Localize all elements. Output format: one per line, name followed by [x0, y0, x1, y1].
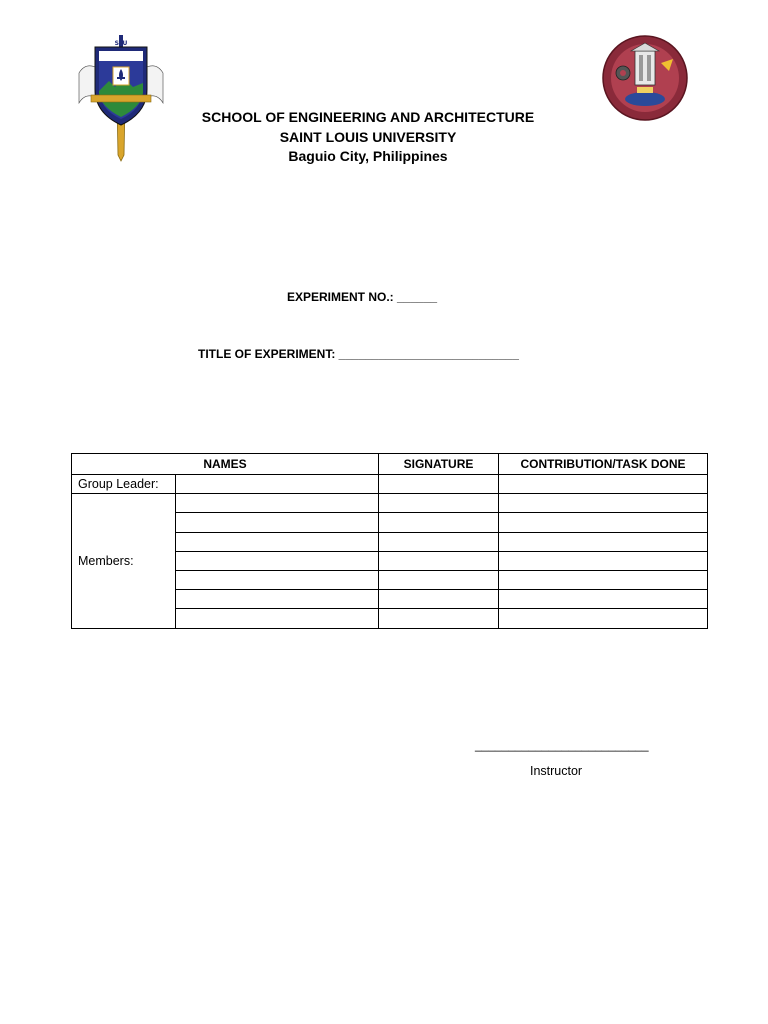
member-contribution-cell[interactable]	[499, 570, 708, 589]
contribution-column-header: CONTRIBUTION/TASK DONE	[499, 454, 708, 475]
engineering-architecture-seal-logo	[601, 33, 689, 123]
table-row-group-leader	[72, 475, 708, 494]
member-name-cell[interactable]	[176, 609, 379, 628]
names-column-header: NAMES	[72, 454, 379, 475]
member-contribution-cell[interactable]	[499, 532, 708, 551]
member-signature-cell[interactable]	[379, 532, 499, 551]
group-leader-label: Group Leader:	[72, 475, 176, 494]
group-leader-signature-cell[interactable]	[379, 475, 499, 494]
table-row	[72, 494, 708, 513]
university-location: Baguio City, Philippines	[288, 148, 448, 164]
school-name: SCHOOL OF ENGINEERING AND ARCHITECTURE	[201, 109, 535, 125]
instructor-label: Instructor	[530, 764, 583, 778]
svg-text:SLU: SLU	[114, 40, 128, 47]
member-contribution-cell[interactable]	[499, 551, 708, 570]
member-name-cell[interactable]	[176, 551, 379, 570]
document-header	[200, 108, 536, 167]
member-signature-cell[interactable]	[379, 551, 499, 570]
group-members-table	[71, 453, 708, 629]
member-contribution-cell[interactable]	[499, 590, 708, 609]
member-signature-cell[interactable]	[379, 570, 499, 589]
group-leader-contribution-cell[interactable]	[499, 475, 708, 494]
members-label: Members:	[72, 494, 176, 628]
member-contribution-cell[interactable]	[499, 609, 708, 628]
member-name-cell[interactable]	[176, 590, 379, 609]
member-name-cell[interactable]	[176, 570, 379, 589]
member-name-cell[interactable]	[176, 532, 379, 551]
member-signature-cell[interactable]	[379, 513, 499, 532]
experiment-title-field[interactable]: TITLE OF EXPERIMENT: ___________________________	[198, 347, 519, 361]
university-name: SAINT LOUIS UNIVERSITY	[279, 128, 457, 145]
slu-seal-logo	[75, 33, 167, 163]
member-signature-cell[interactable]	[379, 494, 499, 513]
group-leader-name-cell[interactable]	[176, 475, 379, 494]
member-signature-cell[interactable]	[379, 590, 499, 609]
member-signature-cell[interactable]	[379, 609, 499, 628]
member-contribution-cell[interactable]	[499, 494, 708, 513]
member-contribution-cell[interactable]	[499, 513, 708, 532]
member-name-cell[interactable]	[176, 513, 379, 532]
signature-column-header: SIGNATURE	[379, 454, 499, 475]
instructor-signature-line[interactable]: __________________________	[475, 738, 649, 752]
experiment-number-field[interactable]: EXPERIMENT NO.: ______	[287, 290, 438, 304]
member-name-cell[interactable]	[176, 494, 379, 513]
